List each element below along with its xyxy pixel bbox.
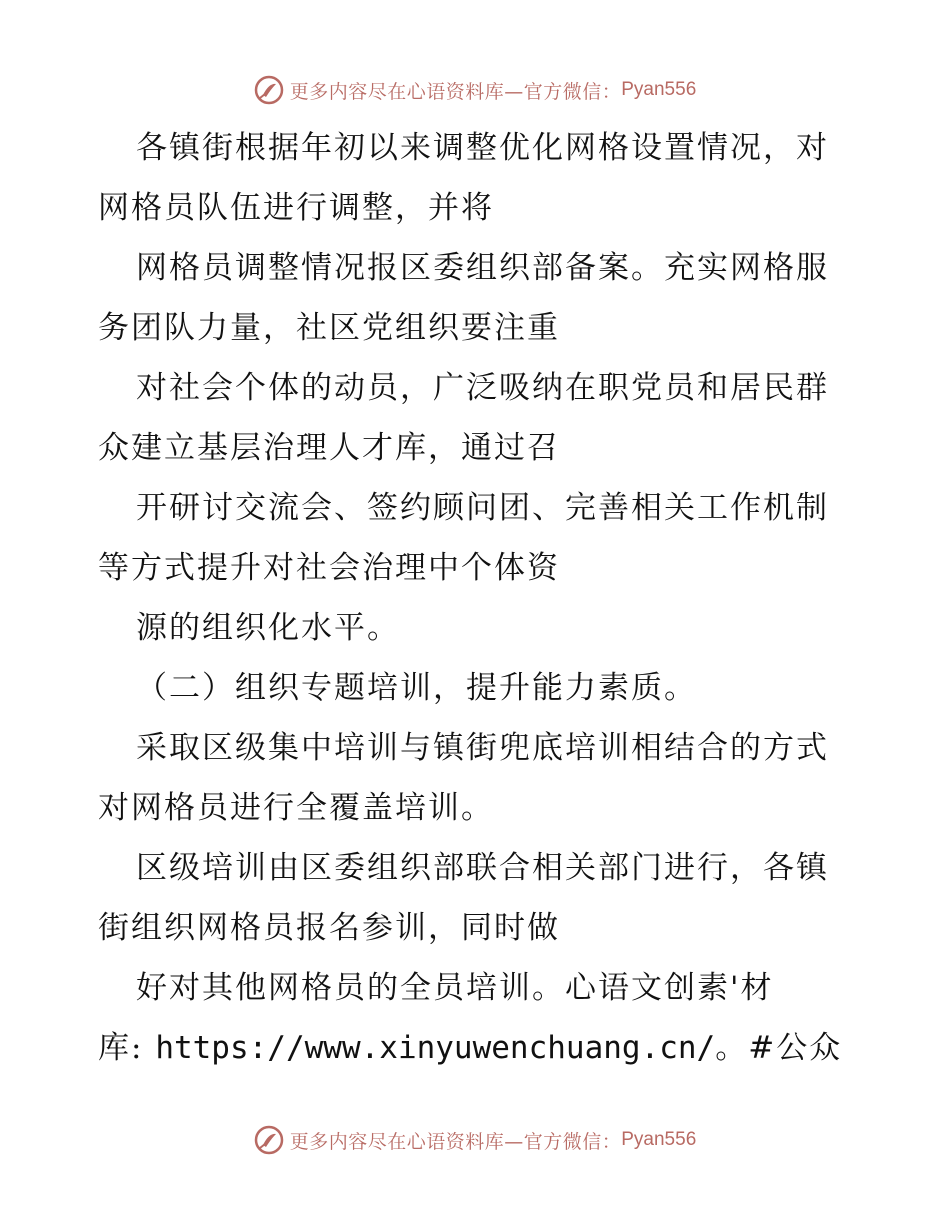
paragraph-line: 众建立基层治理人才库，通过召	[98, 430, 560, 466]
footer-banner-text: 更多内容尽在心语资料库—官方微信：	[289, 1130, 622, 1153]
footer-banner	[0, 1120, 950, 1160]
paragraph-line: 对社会个体的动员，广泛吸纳在职党员和居民群	[136, 370, 829, 406]
paragraph-line: 各镇街根据年初以来调整优化网格设置情况，对	[136, 130, 829, 166]
paragraph-line: 好对其他网格员的全员培训。心语文创素'材	[136, 970, 774, 1006]
paragraph-line: 开研讨交流会、签约顾问团、完善相关工作机制	[136, 490, 829, 526]
paragraph-line: 网格员调整情况报区委组织部备案。充实网格服	[136, 250, 829, 286]
section-heading: （二）组织专题培训，提升能力素质。	[136, 670, 697, 706]
trailing-text: 。#公众	[715, 1030, 843, 1066]
brush-seal-icon	[254, 1125, 284, 1155]
paragraph-line: 源的组织化水平。	[136, 610, 400, 646]
paragraph-line: 等方式提升对社会治理中个体资	[98, 550, 560, 586]
paragraph-line: 对网格员进行全覆盖培训。	[98, 790, 494, 826]
brush-seal-icon	[254, 75, 284, 105]
paragraph-line: 街组织网格员报名参训，同时做	[98, 910, 560, 946]
header-banner	[0, 70, 950, 110]
footer-wechat-id: Pyan556	[621, 1129, 697, 1150]
paragraph-line: 务团队力量，社区党组织要注重	[98, 310, 560, 346]
paragraph-line: 网格员队伍进行调整，并将	[98, 190, 494, 226]
website-url: https://www.xinyuwenchuang.cn/	[155, 1030, 716, 1066]
paragraph-line: 采取区级集中培训与镇街兜底培训相结合的方式	[136, 730, 829, 766]
header-banner-text: 更多内容尽在心语资料库—官方微信：	[289, 80, 622, 103]
paragraph-line-url	[98, 1018, 858, 1078]
library-label: 库:	[98, 1030, 144, 1066]
header-wechat-id: Pyan556	[621, 79, 697, 100]
document-body	[98, 118, 858, 1078]
paragraph-line: 区级培训由区委组织部联合相关部门进行，各镇	[136, 850, 829, 886]
